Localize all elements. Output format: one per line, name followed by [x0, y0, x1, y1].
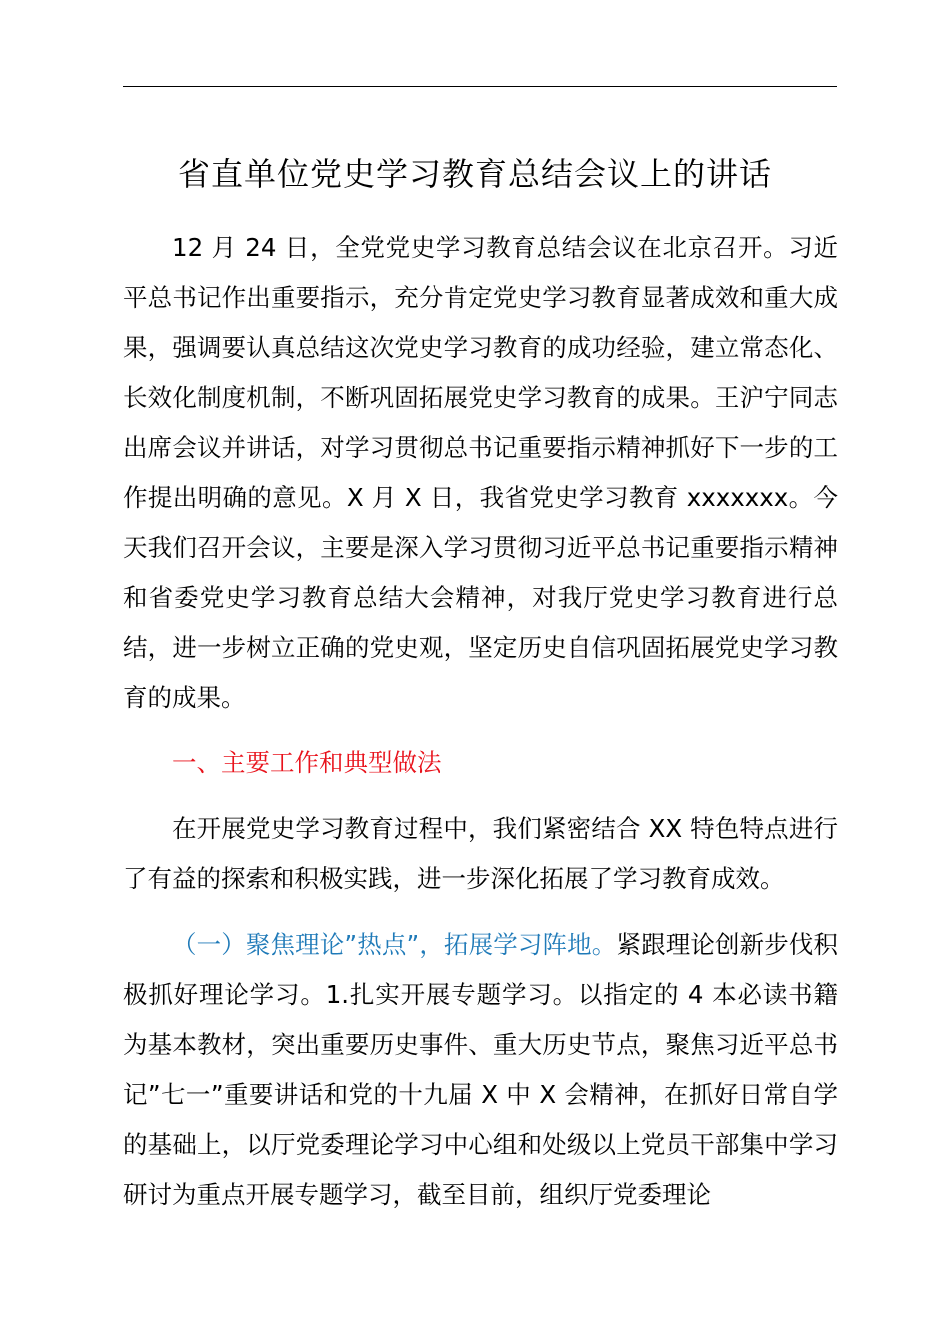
paragraph-section-intro: 在开展党史学习教育过程中，我们紧密结合 XX 特色特点进行了有益的探索和积极实践，进一步深化拓展了学习教育成效。 [123, 814, 838, 893]
paragraph-intro: 12 月 24 日，全党党史学习教育总结会议在北京召开。习近平总书记作出重要指示，充分肯定党史学习教育显著成效和重大成果，强调要认真总结这次党史学习教育的成功经验，建立常态化、长效化制度机制，不断巩固拓展党史学习教育的成果。王沪宁同志出席会议并讲话，对学习贯彻总书记重要指示精神抓好下一步的工作提出明确的意见。X 月 X 日，我省党史学习教育 xxxxxxx。今天我们召开会议，主要是深入学习贯彻习近平总书记重要指示精神和省委党史学习教育总结大会精神，对我厅党史学习教育进行总结，进一步树立正确的党史观，坚定历史自信巩固拓展党史学习教育的成果。 [123, 233, 838, 712]
document-title: 省直单位党史学习教育总结会议上的讲话 [177, 155, 772, 193]
header-rule [123, 86, 837, 87]
paragraph-theory-body: 紧跟理论创新步伐积极抓好理论学习。1.扎实开展专题学习。以指定的 4 本必读书籍为基本教材，突出重要历史事件、重大历史节点，聚焦习近平总书记”七一”重要讲话和党的十九届 X 中 X 会精神，在抓好日常自学的基础上，以厅党委理论学习中心组和处级以上党员干部集中学习研讨为重点开展专题学习，截至目前，组织厅党委理论 [123, 930, 839, 1209]
subheading-theory-hotspot: （一）聚焦理论”热点”，拓展学习阵地。 [172, 930, 617, 959]
section-heading-1: 一、主要工作和典型做法 [172, 748, 442, 777]
paragraph-theory-focus [123, 920, 838, 1220]
